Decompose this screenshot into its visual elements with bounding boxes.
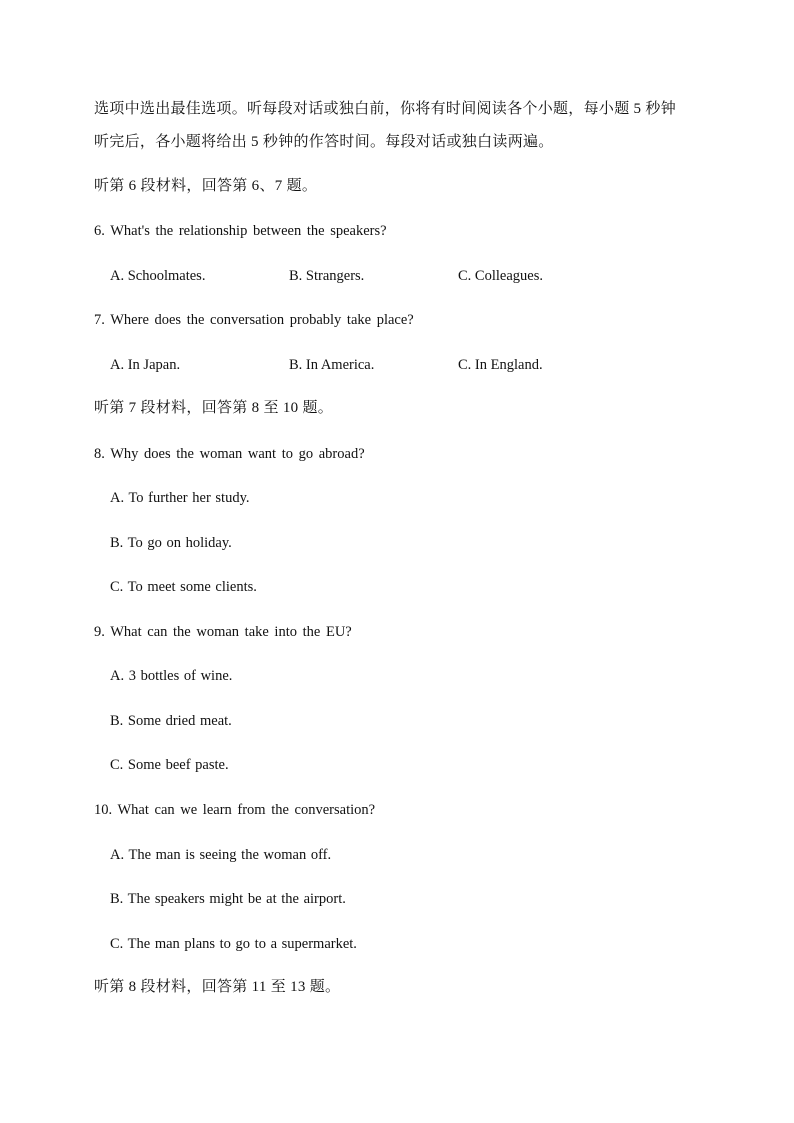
question-10-stem: 10. What can we learn from the conversation? [94,802,376,818]
question-9-option-b: B. Some dried meat. [110,713,232,729]
question-6-option-a: A. Schoolmates. [110,268,206,284]
question-8-option-c: C. To meet some clients. [110,579,257,595]
question-7-option-a: A. In Japan. [110,357,181,373]
question-10-option-c: C. The man plans to go to a supermarket. [110,936,357,952]
question-7-option-c: C. In England. [458,357,543,373]
question-8-stem: 8. Why does the woman want to go abroad? [94,446,365,462]
question-9-option-c: C. Some beef paste. [110,757,229,773]
question-9-option-a: A. 3 bottles of wine. [110,668,233,684]
instruction-line-2: 听完后，各小题将给出 5 秒钟的作答时间。每段对话或独白读两遍。 [94,134,554,150]
section-heading-6: 听第 6 段材料，回答第 6、7 题。 [94,178,318,194]
question-8-option-a: A. To further her study. [110,490,250,506]
question-7-stem: 7. Where does the conversation probably take place? [94,312,414,328]
question-10-option-a: A. The man is seeing the woman off. [110,847,332,863]
question-6-option-c: C. Colleagues. [458,268,543,284]
section-heading-8: 听第 8 段材料，回答第 11 至 13 题。 [94,979,341,995]
question-9-stem: 9. What can the woman take into the EU? [94,624,352,640]
section-heading-7: 听第 7 段材料，回答第 8 至 10 题。 [94,400,334,416]
instruction-line-1: 选项中选出最佳选项。听每段对话或独白前，你将有时间阅读各个小题，每小题 5 秒钟 [94,101,677,117]
question-6-option-b: B. Strangers. [289,268,365,284]
question-7-option-b: B. In America. [289,357,375,373]
question-6-stem: 6. What's the relationship between the speakers? [94,223,387,239]
question-10-option-b: B. The speakers might be at the airport. [110,891,346,907]
question-8-option-b: B. To go on holiday. [110,535,232,551]
